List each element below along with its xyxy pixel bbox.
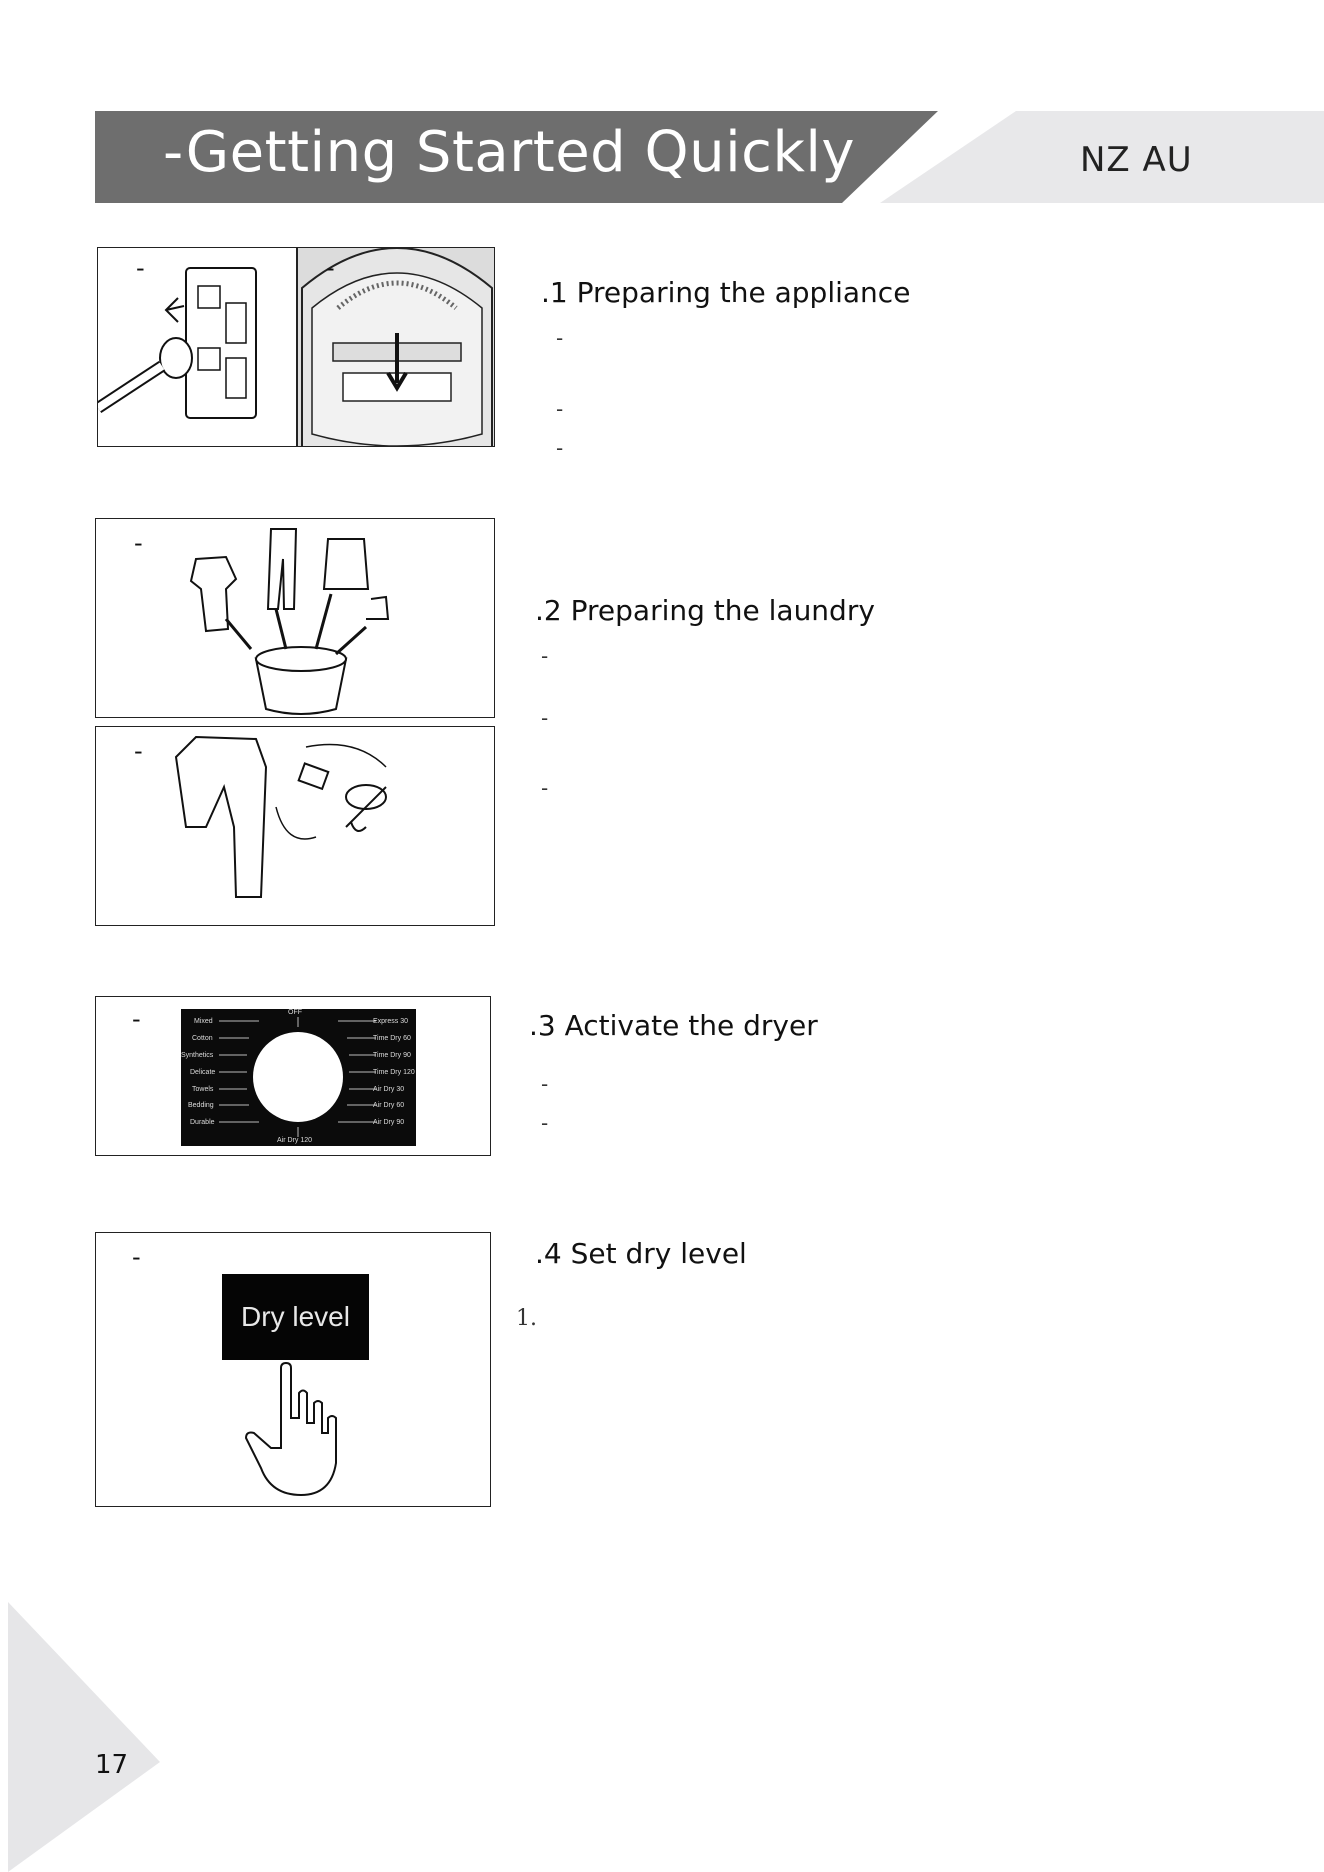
figure-dash: - xyxy=(132,1243,141,1271)
dial-label-right: Express 30 xyxy=(373,1018,409,1025)
section-heading: .2 Preparing the laundry xyxy=(535,594,875,627)
footer-corner xyxy=(0,1602,170,1872)
bullet: - xyxy=(556,326,564,350)
bullet: - xyxy=(541,706,549,730)
bullet: - xyxy=(556,436,564,460)
figure-dash: - xyxy=(326,254,335,282)
power-plug-icon xyxy=(98,248,297,447)
laundry-basket-icon xyxy=(96,519,495,718)
figure-dash: - xyxy=(134,529,143,557)
section-heading: .1 Preparing the appliance xyxy=(541,276,911,309)
page-number: 17 xyxy=(95,1750,129,1780)
dial-label-right: Air Dry 30 xyxy=(373,1086,405,1093)
dial-label-left: Synthetics xyxy=(181,1052,214,1059)
pockets-check-icon xyxy=(96,727,495,926)
figure-laundry-sort xyxy=(95,518,495,718)
dial-label-right: Air Dry 60 xyxy=(373,1102,405,1109)
program-dial-icon[interactable] xyxy=(181,1009,416,1146)
bullet: - xyxy=(541,644,549,668)
dial-label-left: Delicate xyxy=(190,1069,216,1076)
page-title: -Getting Started Quickly xyxy=(163,120,856,185)
dial-label-right: Time Dry 120 xyxy=(373,1069,415,1076)
region-label: NZ AU xyxy=(1080,140,1193,180)
section-heading: .3 Activate the dryer xyxy=(529,1009,818,1042)
figure-dash: - xyxy=(134,737,143,765)
dry-level-button[interactable]: Dry level xyxy=(222,1274,369,1360)
bullet: - xyxy=(556,397,564,421)
bullet: - xyxy=(541,1111,549,1135)
figure-pockets-check xyxy=(95,726,495,926)
dial-label-right: Time Dry 90 xyxy=(373,1052,411,1059)
header-banner xyxy=(0,0,1324,220)
dial-label-right: Time Dry 60 xyxy=(373,1035,411,1042)
figure-power-plug xyxy=(97,247,297,447)
figure-dash: - xyxy=(132,1005,141,1033)
dial-label-left: Mixed xyxy=(194,1018,213,1025)
dial-label-top: OFF xyxy=(288,1009,302,1016)
figure-lint-filter xyxy=(297,247,495,447)
dial-label-left: Cotton xyxy=(192,1035,213,1042)
figure-dash: - xyxy=(136,254,145,282)
bullet: - xyxy=(541,776,549,800)
bullet: - xyxy=(541,1072,549,1096)
bullet: 1. xyxy=(516,1306,537,1331)
dial-label-left: Towels xyxy=(192,1086,214,1093)
dial-label-bottom: Air Dry 120 xyxy=(277,1137,313,1144)
dial-label-left: Bedding xyxy=(188,1102,214,1109)
section-heading: .4 Set dry level xyxy=(535,1237,747,1270)
dial-label-left: Durable xyxy=(190,1119,215,1126)
dial-label-right: Air Dry 90 xyxy=(373,1119,405,1126)
